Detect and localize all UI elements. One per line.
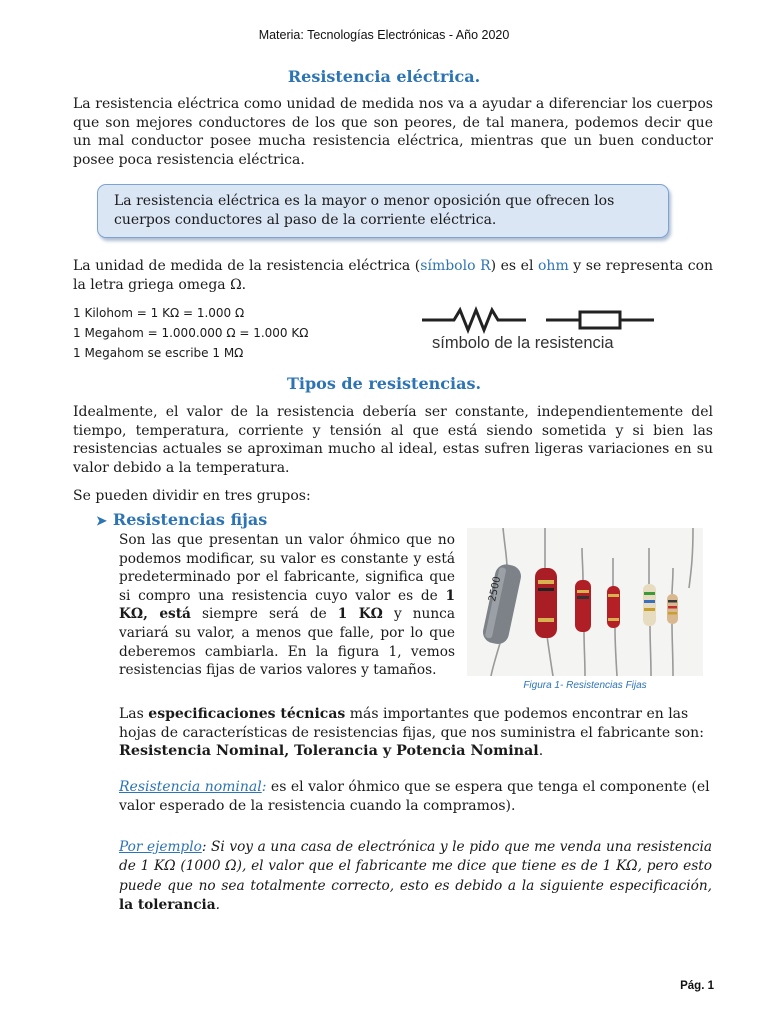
specs-text-1: Las <box>119 706 149 722</box>
example-paragraph <box>119 838 712 916</box>
arrow-bullet-icon: ➤ <box>96 514 107 529</box>
unit-line-megohm: 1 Megahom = 1.000.000 Ω = 1.000 KΩ <box>73 326 309 340</box>
fixed-text-1: Son las que presentan un valor óhmico que no podemos modificar, su valor es constante y está predeterminado por el fabricante, significa que si compro una resistencia cuyo valor es de <box>119 532 455 604</box>
unit-paragraph <box>73 257 713 294</box>
figure-caption: Figura 1- Resistencias Fijas <box>523 680 647 691</box>
section-title-tipos: Tipos de resistencias. <box>286 374 482 393</box>
page-header: Materia: Tecnologías Electrónicas - Año 2020 <box>258 28 510 42</box>
ohm-link[interactable]: ohm <box>538 258 569 274</box>
resistor-symbol-icon <box>418 304 658 334</box>
unit-text-2: ) es el <box>490 258 538 274</box>
fixed-value-1: 1 KΩ, está <box>119 587 455 623</box>
unit-text-3: y se representa con la letra griega omega Ω. <box>73 258 714 293</box>
figure-resistor-label: 2500 <box>487 575 504 603</box>
intro-paragraph: La resistencia eléctrica como unidad de medida nos va a ayudar a diferenciar los cuerpos que son mejores conductores de los que son peores, de tal manera, podemos decir que un mal conductor posee mucha resistencia eléctrica, mientras que un buen conductor posee poca resistencia eléctrica. <box>73 96 713 168</box>
nominal-link[interactable]: Resistencia nominal <box>119 779 262 795</box>
page-number: Pág. 1 <box>680 980 714 992</box>
unit-line-megohm-notation: 1 Megahom se escribe 1 MΩ <box>73 346 244 360</box>
section-title-resistencia: Resistencia eléctrica. <box>287 67 481 86</box>
symbol-r-link[interactable]: símbolo R <box>420 258 491 274</box>
example-link[interactable]: Por ejemplo <box>119 839 202 855</box>
nominal-colon: : <box>261 779 267 795</box>
specs-names: Resistencia Nominal, Tolerancia y Potencia Nominal <box>119 743 539 760</box>
fixed-heading-text: Resistencias fijas <box>112 510 268 529</box>
fixed-resistors-photo <box>467 528 703 676</box>
nominal-paragraph <box>119 778 719 815</box>
example-text: : Si voy a una casa de electrónica y le pido que me venda una resistencia de 1 KΩ (1000 Ω), el valor que el fabricante me dice que tiene es de 1 KΩ, pero esto puede que no sea totalmente correcto, esto es debido a la siguiente especificación, <box>119 839 713 894</box>
fixed-text-2: siempre será de <box>190 606 338 623</box>
types-paragraph: Idealmente, el valor de la resistencia debería ser constante, independientemente del tiempo, temperatura, corriente y tensión al que está siendo sometida y si bien las resistencias actuales se aproximan mucho al ideal, estas sufren ligeras variaciones en su valor debido a la temperatura. <box>73 404 713 476</box>
unit-line-kilohm: 1 Kilohom = 1 KΩ = 1.000 Ω <box>73 306 245 320</box>
unit-text-1: La unidad de medida de la resistencia eléctrica ( <box>73 258 421 274</box>
unit-conversions <box>73 303 308 363</box>
example-end: . <box>215 897 220 914</box>
fixed-resistors-paragraph <box>119 531 455 680</box>
specs-bold: especificaciones técnicas <box>148 706 346 722</box>
nominal-text: es el valor óhmico que se espera que tenga el componente (el valor esperado de la resistencia cuando la compramos). <box>119 779 710 814</box>
fixed-resistors-heading <box>96 510 267 529</box>
specs-text-2: más importantes que podemos encontrar en las hojas de características de resistencias fijas, que nos suministra el fabricante son: <box>119 706 704 741</box>
symbol-caption: símbolo de la resistencia <box>432 334 614 352</box>
fixed-value-2: 1 KΩ <box>337 606 383 623</box>
groups-intro: Se pueden dividir en tres grupos: <box>73 488 311 504</box>
resistors-illustration <box>467 528 703 676</box>
definition-box <box>97 184 669 238</box>
definition-text: La resistencia eléctrica es la mayor o menor oposición que ofrecen los cuerpos conductores al paso de la corriente eléctrica. <box>114 193 615 228</box>
resistor-symbol-figure <box>418 304 658 360</box>
fixed-text-3: y nunca variará su valor, a menos que falle, por lo que deberemos cambiarla. En la figura 1, vemos resistencias fijas de varios valores y tamaños. <box>119 606 456 679</box>
specs-period: . <box>538 743 544 760</box>
specs-paragraph <box>119 705 719 761</box>
example-bold: la tolerancia <box>119 897 216 914</box>
